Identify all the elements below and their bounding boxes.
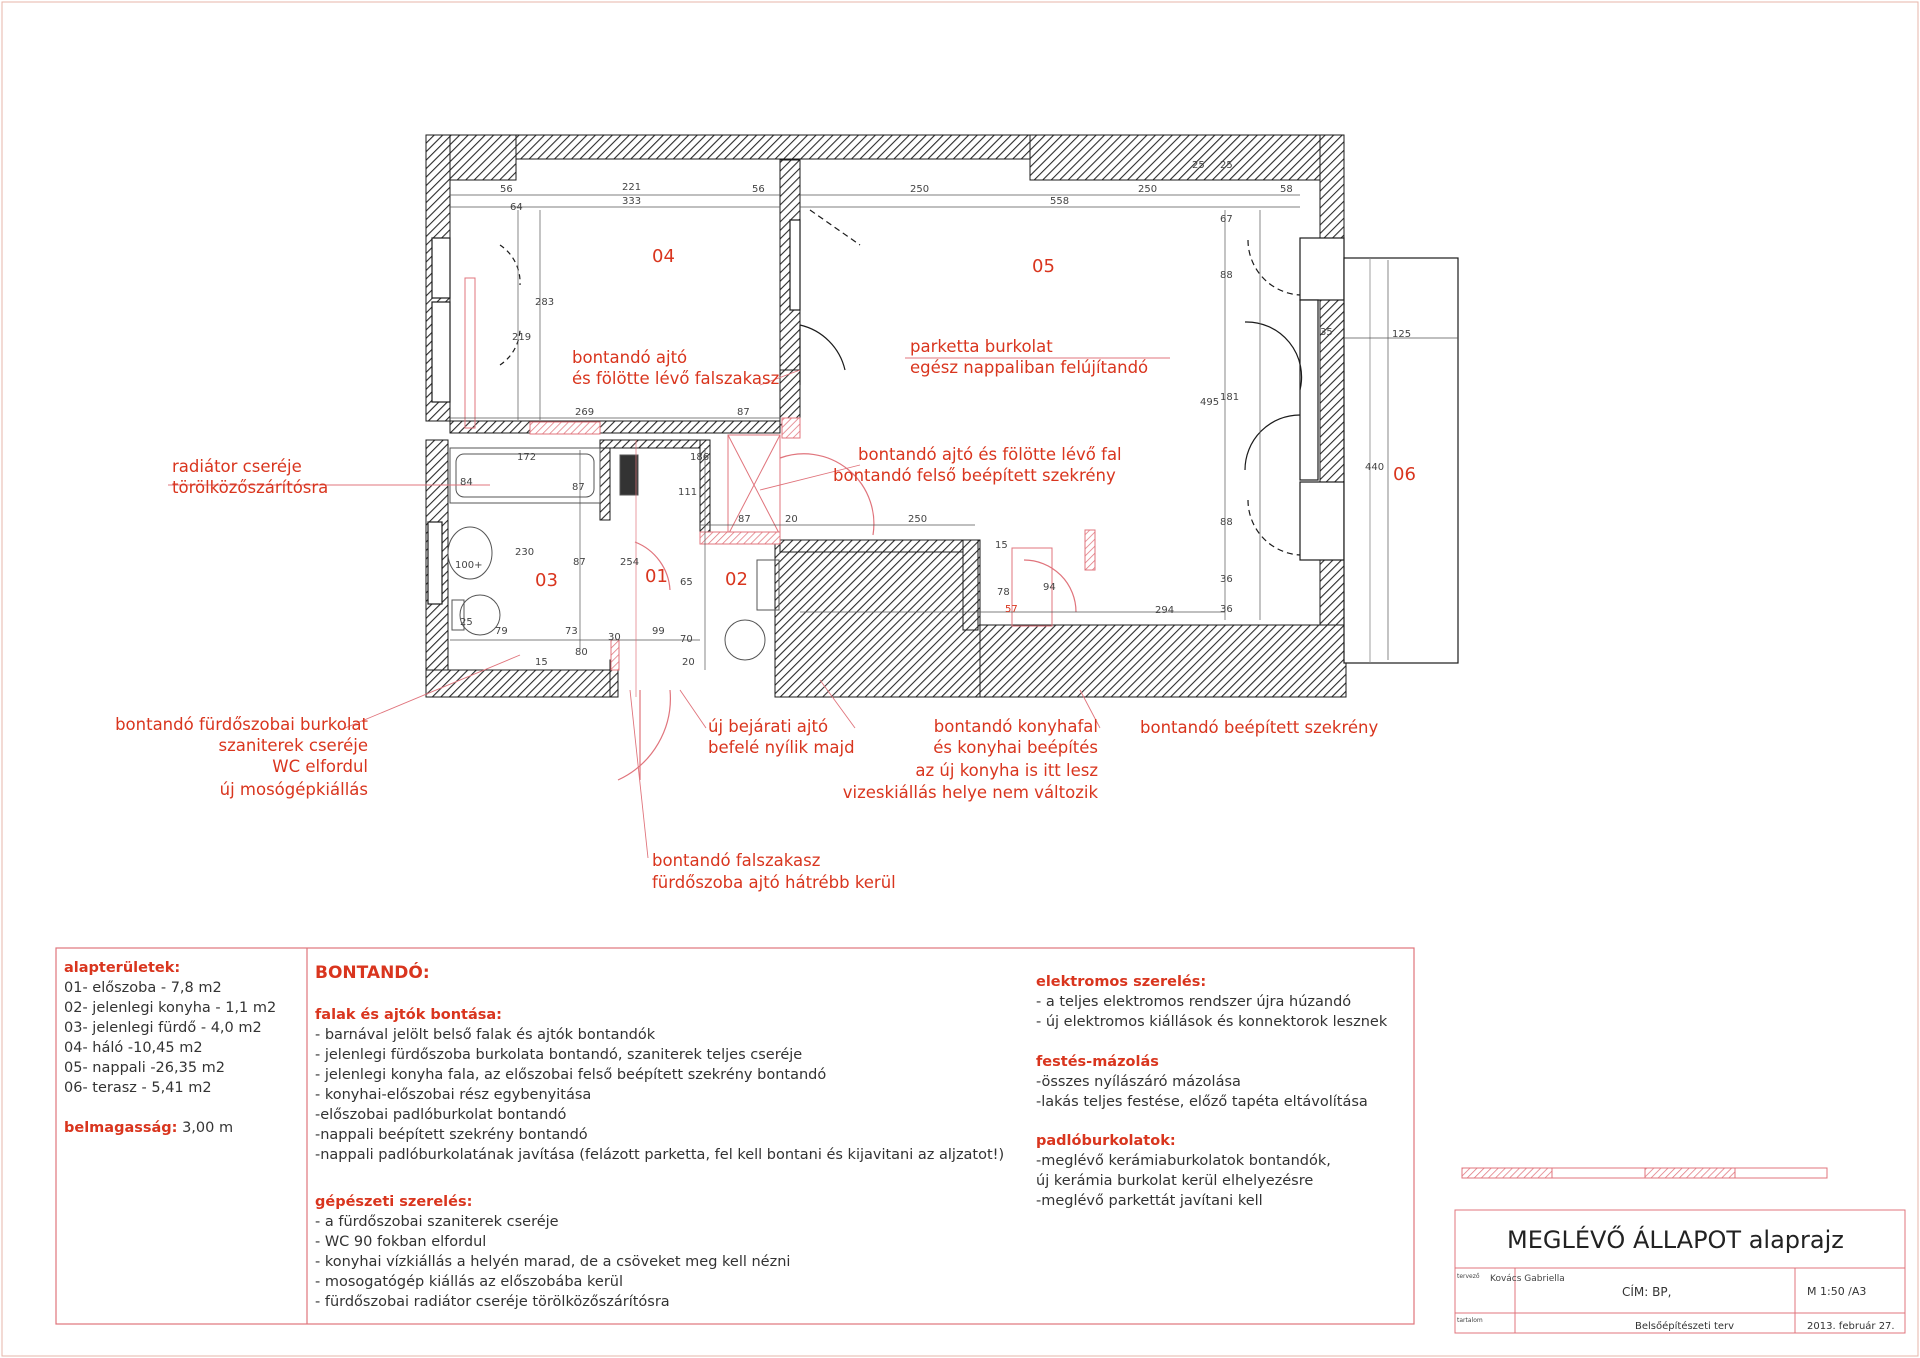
area-item: 04- háló -10,45 m2 bbox=[64, 1040, 203, 1056]
note-furdo: bontandó fürdőszobai burkolat bbox=[115, 715, 368, 734]
work-item: - konyhai vízkiállás a helyén marad, de a csöveket meg kell nézni bbox=[315, 1254, 791, 1270]
note-falszakasz: fürdőszoba ajtó hátrébb kerül bbox=[652, 873, 896, 892]
room-label-05: 05 bbox=[1032, 256, 1055, 277]
dim-label: 25 bbox=[1220, 160, 1233, 171]
title-block-text bbox=[1457, 1224, 1895, 1332]
work-item: -lakás teljes festése, előző tapéta eltávolítása bbox=[1036, 1094, 1368, 1110]
annotations bbox=[115, 337, 1378, 892]
dim-label: 15 bbox=[995, 540, 1008, 551]
dim-label: 70 bbox=[680, 634, 693, 645]
dim-label: 230 bbox=[515, 547, 535, 558]
dim-label: 64 bbox=[510, 202, 523, 213]
work-item: - WC 90 fokban elfordul bbox=[315, 1234, 487, 1250]
dim-label: 79 bbox=[495, 626, 508, 637]
room-label-04: 04 bbox=[652, 246, 675, 267]
dim-label: 25 bbox=[1192, 160, 1205, 171]
dim-label: 99 bbox=[652, 626, 665, 637]
room-label-01: 01 bbox=[645, 566, 668, 587]
fixtures bbox=[448, 278, 779, 660]
dim-label: 250 bbox=[908, 514, 928, 525]
dim-label: 88 bbox=[1220, 517, 1233, 528]
dim-label: 221 bbox=[622, 182, 642, 193]
note-radiator: törölközőszárítósra bbox=[172, 478, 329, 497]
work-item: - a teljes elektromos rendszer újra húzandó bbox=[1036, 994, 1352, 1010]
note-parketta: parketta burkolat bbox=[910, 337, 1053, 356]
note-ajto-fal: bontandó felső beépített szekrény bbox=[833, 466, 1116, 485]
areas-list bbox=[64, 960, 276, 1136]
room-label-02: 02 bbox=[725, 569, 748, 590]
dim-label: 78 bbox=[997, 587, 1010, 598]
area-item: 02- jelenlegi konyha - 1,1 m2 bbox=[64, 1000, 277, 1016]
section-title: padlóburkolatok: bbox=[1036, 1133, 1176, 1149]
note-konyhafal: az új konyha is itt lesz bbox=[915, 761, 1098, 780]
dim-label: 56 bbox=[752, 184, 765, 195]
work-item: - jelenlegi konyha fala, az előszobai felső beépített szekrény bontandó bbox=[315, 1067, 827, 1083]
work-item: - jelenlegi fürdőszoba burkolata bontandó, szaniterek teljes cseréje bbox=[315, 1047, 803, 1063]
dim-label: 181 bbox=[1220, 392, 1240, 403]
dim-label: 558 bbox=[1050, 196, 1070, 207]
dim-label: 250 bbox=[910, 184, 930, 195]
scale-bar bbox=[1462, 1168, 1827, 1178]
works-title: BONTANDÓ: bbox=[315, 963, 430, 983]
works-list bbox=[315, 961, 1388, 1310]
dim-label: 125 bbox=[1392, 329, 1412, 340]
section-title: festés-mázolás bbox=[1036, 1054, 1159, 1070]
work-item: -előszobai padlóburkolat bontandó bbox=[315, 1107, 567, 1123]
dim-label: 20 bbox=[785, 514, 798, 525]
dim-label: 56 bbox=[500, 184, 513, 195]
note-falszakasz: bontandó falszakasz bbox=[652, 851, 821, 870]
address: CÍM: BP, bbox=[1622, 1285, 1672, 1299]
drawing-title: MEGLÉVŐ ÁLLAPOT alaprajz bbox=[1507, 1226, 1844, 1254]
dim-label: 84 bbox=[460, 477, 473, 488]
area-item: 05- nappali -26,35 m2 bbox=[64, 1060, 226, 1076]
work-item: -összes nyílászáró mázolása bbox=[1036, 1074, 1241, 1090]
area-item: 01- előszoba - 7,8 m2 bbox=[64, 980, 222, 996]
designer-caption: tervező bbox=[1457, 1273, 1480, 1280]
dim-label: 73 bbox=[565, 626, 578, 637]
dim-label: 30 bbox=[608, 632, 621, 643]
dim-label: 495 bbox=[1200, 397, 1220, 408]
plan-kind: Belsőépítészeti terv bbox=[1635, 1321, 1735, 1332]
section-title: falak és ajtók bontása: bbox=[315, 1007, 502, 1023]
content-caption: tartalom bbox=[1457, 1317, 1483, 1324]
dim-label: 57 bbox=[1005, 604, 1018, 615]
dim-label: 15 bbox=[535, 657, 548, 668]
plan-date: 2013. február 27. bbox=[1807, 1321, 1895, 1332]
dim-label: 58 bbox=[1280, 184, 1293, 195]
work-item: -nappali padlóburkolatának javítása (felázott parketta, fel kell bontani és kijavitani az aljzatot!) bbox=[315, 1147, 1005, 1163]
dim-label: 67 bbox=[1220, 214, 1233, 225]
dim-label: 87 bbox=[572, 482, 585, 493]
note-bejarat: új bejárati ajtó bbox=[708, 717, 829, 736]
dim-label: 94 bbox=[1043, 582, 1056, 593]
walls bbox=[426, 135, 1346, 697]
work-item: -meglévő kerámiaburkolatok bontandók, bbox=[1036, 1153, 1331, 1169]
dim-label: 36 bbox=[1220, 574, 1233, 585]
note-szekreny: bontandó beépített szekrény bbox=[1140, 718, 1379, 737]
note-radiator: radiátor cseréje bbox=[172, 457, 302, 476]
dim-label: 254 bbox=[620, 557, 640, 568]
dim-label: 440 bbox=[1365, 462, 1385, 473]
dim-label: 36 bbox=[1220, 604, 1233, 615]
dim-label: 269 bbox=[575, 407, 595, 418]
dim-label: 25 bbox=[460, 617, 473, 628]
work-item: új kerámia burkolat kerül elhelyezésre bbox=[1036, 1173, 1314, 1189]
work-item: - mosogatógép kiállás az előszobába kerül bbox=[315, 1274, 623, 1290]
work-item: - barnával jelölt belső falak és ajtók bontandók bbox=[315, 1027, 656, 1043]
note-parketta: egész nappaliban felújítandó bbox=[910, 358, 1149, 377]
room-label-03: 03 bbox=[535, 570, 558, 591]
dim-label: 172 bbox=[517, 452, 537, 463]
room-label-06: 06 bbox=[1393, 464, 1416, 485]
work-item: - a fürdőszobai szaniterek cseréje bbox=[315, 1214, 559, 1230]
dim-label: 87 bbox=[737, 407, 750, 418]
room-labels bbox=[535, 246, 1416, 591]
section-title: gépészeti szerelés: bbox=[315, 1194, 473, 1210]
work-item: - konyhai-előszobai rész egybenyitása bbox=[315, 1087, 592, 1103]
note-ajto-fals: bontandó ajtó bbox=[572, 348, 688, 367]
dim-label: 35 bbox=[1320, 327, 1333, 338]
note-furdo: új mosógépkiállás bbox=[219, 780, 368, 799]
dim-label: 20 bbox=[682, 657, 695, 668]
work-item: - fürdőszobai radiátor cseréje törölközőszárítósra bbox=[315, 1294, 670, 1310]
dim-label: 219 bbox=[512, 332, 532, 343]
dim-label: 250 bbox=[1138, 184, 1158, 195]
dim-label: 294 bbox=[1155, 605, 1175, 616]
note-ajto-fal: bontandó ajtó és fölötte lévő fal bbox=[858, 445, 1122, 464]
note-konyhafal: bontandó konyhafal bbox=[933, 717, 1098, 736]
dim-label: 88 bbox=[1220, 270, 1233, 281]
areas-title: alapterületek: bbox=[64, 960, 181, 976]
work-item: -nappali beépített szekrény bontandó bbox=[315, 1127, 588, 1143]
note-bejarat: befelé nyílik majd bbox=[708, 738, 855, 757]
dim-label: 80 bbox=[575, 647, 588, 658]
work-item: - új elektromos kiállások és konnektorok lesznek bbox=[1036, 1014, 1388, 1030]
dim-label: 333 bbox=[622, 196, 642, 207]
note-furdo: szaniterek cseréje bbox=[218, 736, 368, 755]
area-item: 06- terasz - 5,41 m2 bbox=[64, 1080, 212, 1096]
dim-label: 87 bbox=[573, 557, 586, 568]
dim-label: 111 bbox=[678, 487, 698, 498]
note-ajto-fals: és fölötte lévő falszakasz bbox=[572, 369, 780, 388]
work-item: -meglévő parkettát javítani kell bbox=[1036, 1193, 1263, 1209]
dim-label: 87 bbox=[738, 514, 751, 525]
dim-label: 65 bbox=[680, 577, 693, 588]
area-item: 03- jelenlegi fürdő - 4,0 m2 bbox=[64, 1020, 262, 1036]
note-furdo: WC elfordul bbox=[272, 757, 368, 776]
designer-name: Kovács Gabriella bbox=[1490, 1274, 1565, 1284]
terrace-outline bbox=[1344, 258, 1458, 663]
note-konyhafal: és konyhai beépítés bbox=[933, 738, 1098, 757]
scale-text: M 1:50 /A3 bbox=[1807, 1285, 1867, 1298]
dim-label: 283 bbox=[535, 297, 555, 308]
ceiling-height: belmagasság: 3,00 m bbox=[64, 1120, 234, 1136]
dim-label: 100+ bbox=[455, 560, 483, 571]
section-title: elektromos szerelés: bbox=[1036, 974, 1207, 990]
dim-label: 186 bbox=[690, 452, 710, 463]
note-konyhafal: vizeskiállás helye nem változik bbox=[842, 783, 1098, 802]
